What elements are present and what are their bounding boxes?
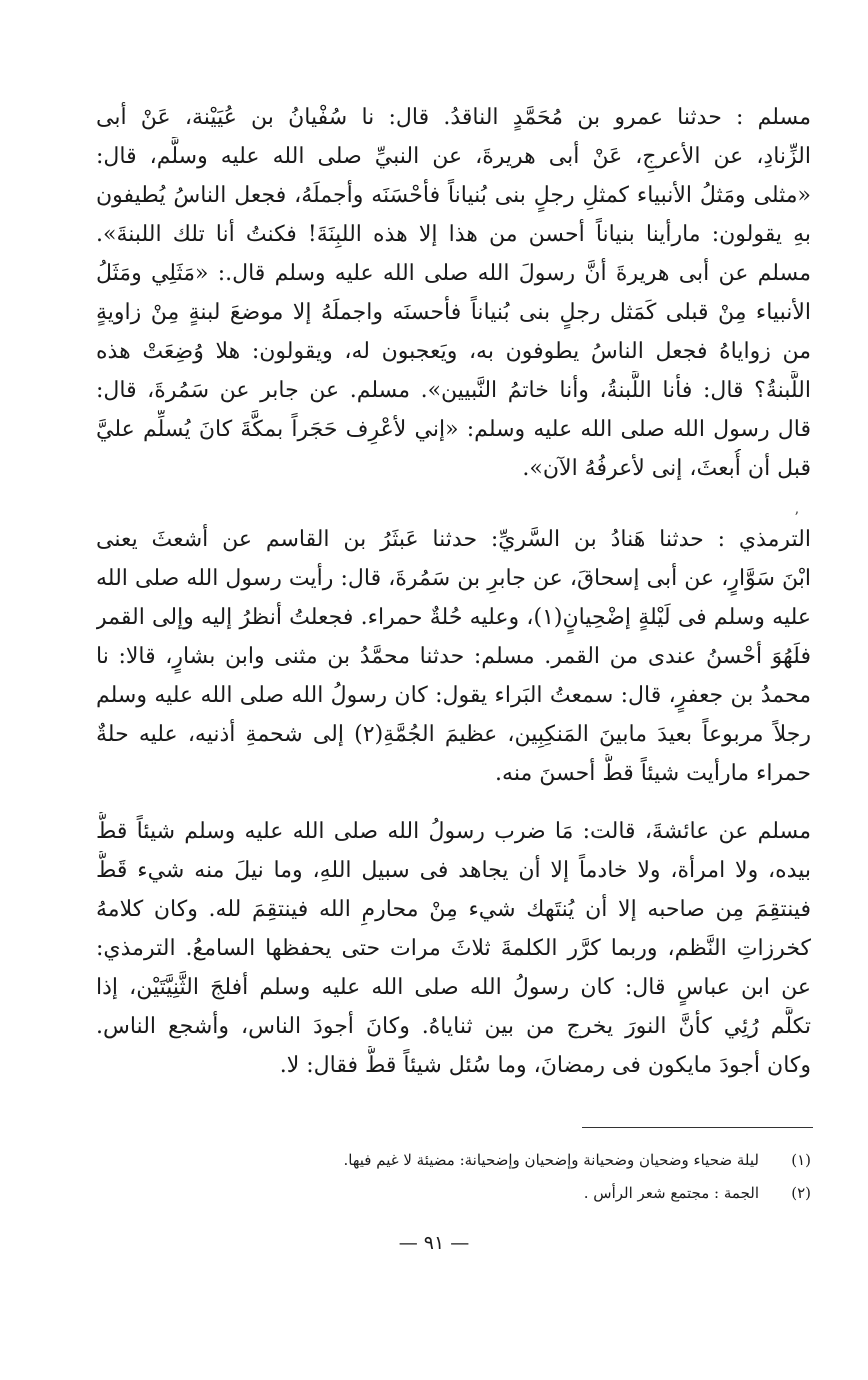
footnote-number: (٢) xyxy=(791,1184,811,1202)
text-line: الزِّنادِ، عن الأعرجِ، عَنْ أبى هريرةَ، عن النبيِّ صلى الله عليه وسلَّم، قال: xyxy=(96,144,811,169)
text-line: عليه وسلم فى لَيْلةٍ إضْحِيانٍ(١)، وعليه حُلةٌ حمراء. فجعلتُ أنظرُ إليه وإلى القمر xyxy=(96,605,811,630)
text-line: وكان أجودَ مايكون فى رمضانَ، وما سُئل شيئاً قطُّ فقال: لا. xyxy=(279,1053,811,1078)
footnote-1 xyxy=(200,1145,811,1175)
text-line: محمدُ بن جعفرٍ، قال: سمعتُ البَراء يقول: كان رسولُ الله صلى الله عليه وسلم xyxy=(96,683,811,708)
text-line: حمراء مارأيت شيئاً قطُّ أحسنَ منه. xyxy=(495,761,811,786)
text-line: الأنبياء مِنْ قبلى كَمَثل رجلٍ بنى بُنياناً فأحسنَه واجملَهُ إلا موضعَ لبنةٍ مِنْ زاويةٍ xyxy=(96,300,811,325)
text-line: قال رسول الله صلى الله عليه وسلم: «إني لأعْرِف حَجَراً بمكَّةَ كانَ يُسلِّم عليَّ xyxy=(96,417,811,442)
footnote-2 xyxy=(200,1178,811,1208)
margin-mark: ʼ xyxy=(794,510,799,526)
paragraph-hadith-1 xyxy=(96,98,811,488)
footnote-text: الجمة : مجتمع شعر الرأس . xyxy=(583,1184,759,1202)
text-line: مسلم عن أبى هريرةَ أنَّ رسولَ الله صلى الله عليه وسلم قال.: «مَثَلِي ومَثَلُ xyxy=(96,261,811,286)
text-line: فينتقِمَ مِن صاحبه إلا أن يُنتَهك شيء مِنْ محارمِ الله فينتقِمَ لله. وكان كلامهُ xyxy=(96,897,811,922)
text-line: «مثلى ومَثلُ الأنبياء كمثلِ رجلٍ بنى بُنياناً فأحْسَنَه وأجملَهُ، فجعل الناسُ يُطيفون xyxy=(96,183,811,208)
text-line: اللَّبنةُ؟ قال: فأنا اللَّبنةُ، وأنا خاتمُ النَّبيين». مسلم. عن جابر عن سَمُرةَ، قال: xyxy=(96,378,811,403)
text-line: رجلاً مربوعاً بعيدَ مابينَ المَنكِبِين، عظيمَ الجُمَّةِ(٢) إلى شحمةِ أذنيه، عليه حلةٌ xyxy=(96,722,811,747)
page-number: — ٩١ — xyxy=(398,1232,470,1254)
footnote-text: ليلة ضحياء وضحيان وضحيانة وإضحيان وإضحيانة: مضيئة لا غيم فيها. xyxy=(343,1151,759,1169)
text-line: بيده، ولا امرأة، ولا خادماً إلا أن يجاهد فى سبيل اللهِ، وما نيلَ منه شيء قَطُّ xyxy=(96,858,811,883)
paragraph-hadith-3 xyxy=(96,812,811,1085)
text-line: فلَهُوَ أحْسنُ عندى من القمر. مسلم: حدثنا محمَّدُ بن مثنى وابن بشارٍ، قالا: نا xyxy=(96,644,811,669)
text-line: قبل أن أُبعثَ، إنى لأعرفُهُ الآن». xyxy=(522,456,811,481)
text-line: الترمذي : حدثنا هَنادُ بن السَّريِّ: حدثنا عَبثَرُ بن القاسم عن أشعثَ يعنى xyxy=(96,527,811,552)
text-line: عن ابن عباسٍ قال: كان رسولُ الله صلى الله عليه وسلم أفلجَ الثَّنِيَّتَيْن، إذا xyxy=(96,975,811,1000)
text-line: تكلَّم رُئِي كأنَّ النورَ يخرج من بين ثناياهُ. وكانَ أجودَ الناس، وأشجع الناس. xyxy=(96,1014,811,1039)
text-line: كخرزاتِ النَّظم، وربما كرَّر الكلمةَ ثلاثَ مرات حتى يحفظها السامعُ. الترمذي: xyxy=(96,936,811,961)
text-line: من زواياهُ فجعل الناسُ يطوفون به، ويَعجبون له، ويقولون: هلا وُضِعَتْ هذه xyxy=(96,339,811,364)
text-line: بهِ يقولون: مارأينا بنياناً أحسن من هذا إلا هذه اللبِنَةَ! فكنتُ أنا تلك اللبنةَ». xyxy=(96,222,811,247)
paragraph-hadith-2 xyxy=(96,520,811,793)
text-line: مسلم عن عائشةَ، قالت: مَا ضرب رسولُ الله صلى الله عليه وسلم شيئاً قطُّ xyxy=(96,819,811,844)
text-line: مسلم : حدثنا عمرو بن مُحَمَّدٍ الناقدُ. قال: نا سُفْيانُ بن عُيَيْنة، عَنْ أبى xyxy=(96,105,811,130)
text-line: ابْنَ سَوَّارٍ، عن أبى إسحاقَ، عن جابرِ بن سَمُرةَ، قال: رأيت رسول الله صلى الله xyxy=(96,566,811,591)
footnote-number: (١) xyxy=(791,1151,811,1169)
footnote-divider xyxy=(582,1127,813,1128)
